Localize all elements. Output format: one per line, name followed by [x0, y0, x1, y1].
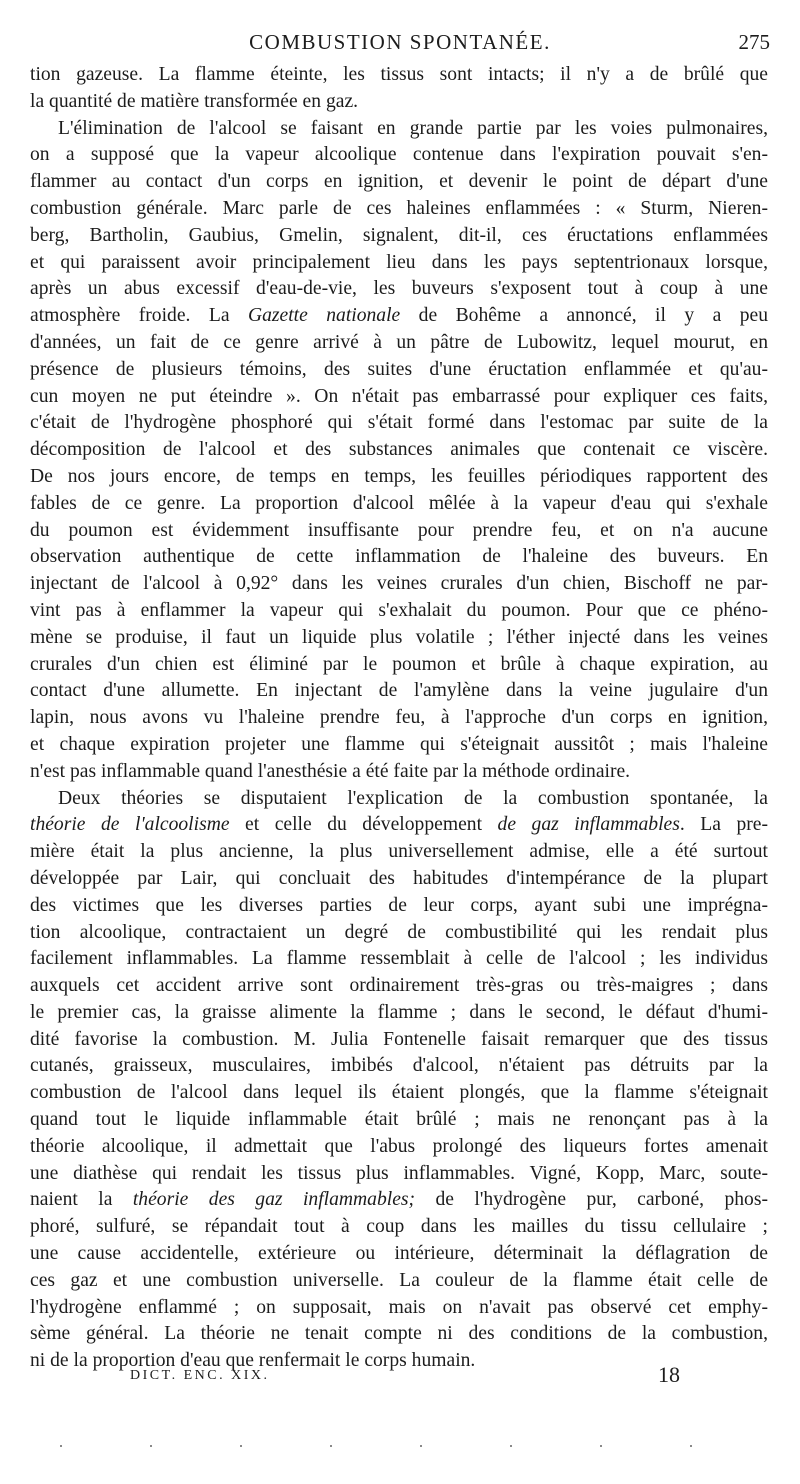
text-line [30, 1107, 768, 1134]
text-line [30, 276, 768, 303]
text-line [30, 518, 768, 545]
text-segment: crurales d'un chien est éliminé par le poumon et brûle à chaque expiration, au [30, 653, 768, 675]
bottom-edge-marks [60, 1445, 760, 1447]
text-segment: mière était la plus ancienne, la plus universellement admise, elle a été surtout [30, 841, 768, 863]
text-segment: phoré, sulfuré, se répandait tout à coup dans les mailles du tissu cellulaire ; [30, 1216, 768, 1238]
text-segment: combustion de l'alcool dans lequel ils étaient plongés, que la flamme s'éteignait [30, 1082, 768, 1104]
text-line [30, 1134, 768, 1161]
body-text [30, 62, 768, 1375]
text-segment: quand tout le liquide inflammable était brûlé ; mais ne renonçant pas à la [30, 1109, 768, 1131]
text-line [30, 1241, 768, 1268]
text-line [30, 866, 768, 893]
text-segment: contact d'une allumette. En injectant de l'amylène dans la veine jugulaire d'un [30, 680, 768, 702]
text-segment: combustion générale. Marc parle de ces haleines enflammées : « Sturm, Nieren- [30, 197, 768, 219]
text-segment: une diathèse qui rendait les tissus plus inflammables. Vigné, Kopp, Marc, soute- [30, 1162, 768, 1184]
text-segment: naient la [30, 1189, 133, 1211]
text-line [30, 544, 768, 571]
text-line [30, 652, 768, 679]
text-segment: et celle du développement [229, 814, 498, 836]
text-segment: présence de plusieurs témoins, des suites d'une éructation enflammée et qu'au- [30, 358, 768, 380]
volume-signature: DICT. ENC. XIX. [130, 1368, 270, 1383]
text-segment: cutanés, graisseux, musculaires, imbibés d'alcool, n'étaient pas détruits par la [30, 1055, 768, 1077]
text-segment: De nos jours encore, de temps en temps, les feuilles périodiques rapportent des [30, 465, 768, 487]
text-line [30, 384, 768, 411]
text-line [30, 89, 768, 116]
running-header [30, 30, 770, 58]
text-line [30, 973, 768, 1000]
text-line [30, 1161, 768, 1188]
text-line [30, 1187, 768, 1214]
text-line [30, 1027, 768, 1054]
text-line [30, 142, 768, 169]
text-segment: après un abus excessif d'eau-de-vie, les buveurs s'exposent tout à coup à une [30, 278, 768, 300]
text-line [30, 357, 768, 384]
italic-text: théorie des gaz inflammables; [132, 1189, 416, 1211]
italic-text: Gazette nationale [247, 305, 401, 327]
text-line [30, 732, 768, 759]
text-line [30, 303, 768, 330]
text-segment: développée par Lair, qui concluait des habitudes d'intempérance de la plupart [30, 867, 768, 889]
text-segment: l'hydrogène enflammé ; on supposait, mais on n'avait pas observé cet emphy- [30, 1296, 768, 1318]
text-line [30, 1295, 768, 1322]
text-segment: L'élimination de l'alcool se faisant en grande partie par les voies pulmonaires, [58, 117, 768, 139]
text-segment: n'est pas inflammable quand l'anesthésie a été faite par la méthode ordinaire. [30, 760, 631, 782]
text-segment: tion gazeuse. La flamme éteinte, les tissus sont intacts; il n'y a de brûlé que [30, 64, 768, 85]
italic-text: de gaz inflammables [497, 814, 680, 836]
text-line [30, 571, 768, 598]
text-line [30, 812, 768, 839]
text-line [30, 678, 768, 705]
text-segment: on a supposé que la vapeur alcoolique contenue dans l'expiration pouvait s'en- [30, 144, 768, 166]
text-line [30, 946, 768, 973]
text-line [30, 437, 768, 464]
text-line [30, 62, 768, 89]
text-line [30, 839, 768, 866]
text-line [30, 196, 768, 223]
gathering-signature: 18 [658, 1362, 680, 1387]
text-segment: et chaque expiration projeter une flamme qui s'éteignait aussitôt ; mais l'haleine [30, 733, 768, 755]
text-segment: c'était de l'hydrogène phosphoré qui s'était formé dans l'estomac par suite de la [30, 412, 768, 434]
text-segment: sème général. La théorie ne tenait compte ni des conditions de la combustion, [30, 1323, 768, 1345]
text-line [30, 920, 768, 947]
text-line [30, 598, 768, 625]
italic-text: théorie de l'alcoolisme [30, 814, 230, 836]
text-segment: observation authentique de cette inflammation de l'haleine des buveurs. En [30, 546, 768, 568]
text-line [30, 410, 768, 437]
text-line [30, 464, 768, 491]
text-segment: berg, Bartholin, Gaubius, Gmelin, signalent, dit-il, ces éructations enflammées [30, 224, 768, 246]
text-segment: atmosphère froide. La [30, 305, 248, 327]
text-line [30, 1080, 768, 1107]
text-segment: tion alcoolique, contractaient un degré de combustibilité qui les rendait plus [30, 921, 768, 943]
text-line [30, 223, 768, 250]
text-segment: vint pas à enflammer la vapeur qui s'exhalait du poumon. Pour que ce phéno- [30, 599, 768, 621]
text-line [30, 1000, 768, 1027]
text-line [30, 759, 768, 786]
text-segment: injectant de l'alcool à 0,92° dans les veines crurales d'un chien, Bischoff ne par- [30, 573, 768, 595]
text-line [30, 705, 768, 732]
text-line [30, 250, 768, 277]
text-segment: cun moyen ne put éteindre ». On n'était pas embarrassé pour expliquer ces faits, [30, 385, 768, 407]
text-segment: la quantité de matière transformée en gaz. [30, 90, 359, 112]
text-segment: décomposition de l'alcool et des substances animales que contenait ce viscère. [30, 439, 768, 461]
text-segment: de Bohême a annoncé, il y a peu [400, 305, 768, 327]
text-line [30, 893, 768, 920]
text-line [30, 1214, 768, 1241]
text-segment: Deux théories se disputaient l'explication de la combustion spontanée, la [58, 787, 768, 809]
text-segment: de l'hydrogène pur, carboné, phos- [415, 1189, 768, 1211]
text-segment: ni de la proportion d'eau que renfermait le corps humain. [30, 1350, 476, 1372]
page-number: 275 [738, 30, 770, 54]
text-line [30, 625, 768, 652]
text-segment: dité favorise la combustion. M. Julia Fontenelle faisait remarquer que des tissus [30, 1028, 768, 1050]
text-segment: facilement inflammables. La flamme ressemblait à celle de l'alcool ; les individus [30, 948, 768, 970]
text-segment: auxquels cet accident arrive sont ordinairement très-gras ou très-maigres ; dans [30, 975, 768, 997]
text-segment: d'années, un fait de ce genre arrivé à un pâtre de Lubowitz, lequel mourut, en [30, 331, 768, 353]
text-segment: flammer au contact d'un corps en ignition, et devenir le point de départ d'une [30, 171, 768, 193]
text-segment: le premier cas, la graisse alimente la flamme ; dans le second, le défaut d'humi- [30, 1001, 768, 1023]
text-line [30, 786, 768, 813]
text-segment: théorie alcoolique, il admettait que l'abus prolongé des liqueurs fortes amenait [30, 1135, 768, 1157]
text-segment: lapin, nous avons vu l'haleine prendre feu, à l'approche d'un corps en ignition, [30, 707, 768, 729]
running-title: COMBUSTION SPONTANÉE. [249, 30, 551, 54]
text-line [30, 1053, 768, 1080]
page-footer [30, 1362, 770, 1398]
text-line [30, 169, 768, 196]
text-segment: ces gaz et une combustion universelle. La couleur de la flamme était celle de [30, 1269, 768, 1291]
text-segment: du poumon est évidemment insuffisante pour prendre feu, et on n'a aucune [30, 519, 768, 541]
text-segment: fables de ce genre. La proportion d'alcool mêlée à la vapeur d'eau qui s'exhale [30, 492, 768, 514]
text-line [30, 330, 768, 357]
text-line [30, 1268, 768, 1295]
text-segment: mène se produise, il faut un liquide plus volatile ; l'éther injecté dans les veines [30, 626, 768, 648]
text-segment: . La pre- [679, 814, 768, 836]
text-line [30, 1321, 768, 1348]
text-line [30, 116, 768, 143]
text-line [30, 491, 768, 518]
text-segment: et qui paraissent avoir principalement lieu dans les pays septentrionaux lorsque, [30, 251, 768, 273]
text-segment: une cause accidentelle, extérieure ou intérieure, déterminait la déflagration de [30, 1243, 768, 1265]
text-segment: des victimes que les diverses parties de leur corps, ayant subi une imprégna- [30, 894, 768, 916]
